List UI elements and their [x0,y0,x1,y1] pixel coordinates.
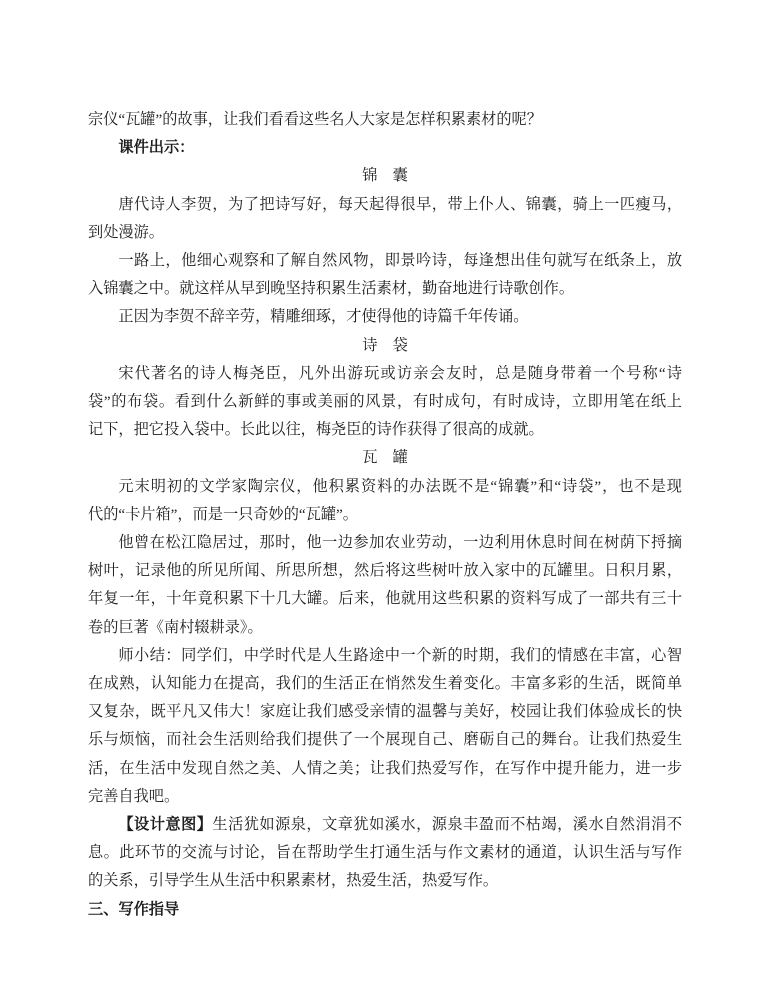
text-line: 乐与烦恼，而社会生活则给我们提供了一个展现自己、磨砺自己的舞台。让我们热爱生 [88,731,682,749]
text-line: 正因为李贺不辞辛劳，精雕细琢，才使得他的诗篇千年传诵。 [118,308,529,326]
section-heading-writing-guidance: 三、写作指导 [88,900,180,918]
text-line: 入锦囊之中。就这样从早到晚坚持积累生活素材，勤奋地进行诗歌创作。 [88,280,574,298]
heading-jin-nang: 锦 囊 [362,167,408,185]
text-line: 在成熟，认知能力在提高，我们的生活正在悄然发生着变化。丰富多彩的生活，既简单 [88,675,682,693]
text-line: 一路上，他细心观察和了解自然风物，即景吟诗，每逢想出佳句就写在纸条上，放 [118,252,682,270]
text-line: 息。此环节的交流与讨论，旨在帮助学生打通生活与作文素材的通道，认识生活与写作 [88,844,682,862]
courseware-display-label: 课件出示： [118,139,195,157]
bold-run: 【设计意图】 [118,816,213,834]
text-line: 树叶，记录他的所见所闻、所思所想，然后将这些树叶放入家中的瓦罐里。日积月累， [88,562,682,580]
text-line: 宋代著名的诗人梅尧臣，凡外出游玩或访亲会友时，总是随身带着一个号称“诗 [118,364,682,382]
text-line: 记下，把它投入袋中。长此以往，梅尧臣的诗作获得了很高的成就。 [88,421,544,439]
text-line: 唐代诗人李贺，为了把诗写好，每天起得很早，带上仆人、锦囊，骑上一匹瘦马， [118,195,682,213]
design-intent-line [88,811,682,839]
text-line: 活，在生活中发现自然之美、人情之美；让我们热爱写作，在写作中提升能力，进一步 [88,759,682,777]
text-line: 他曾在松江隐居过，那时，他一边参加农业劳动，一边利用休息时间在树荫下捋摘 [118,534,682,552]
text-run: 生活犹如源泉，文章犹如溪水，源泉丰盈而不枯竭，溪水自然涓涓不 [212,816,683,834]
text-line: 袋”的布袋。看到什么新鲜的事或美丽的风景，有时成句，有时成诗，立即用笔在纸上 [88,393,682,411]
text-line: 年复一年，十年竟积累下十几大罐。后来，他就用这些积累的资料写成了一部共有三十 [88,590,682,608]
text-line: 到处漫游。 [88,223,164,241]
text-line: 的关系，引导学生从生活中积累素材，热爱生活，热爱写作。 [88,872,499,890]
text-line: 师小结：同学们，中学时代是人生路途中一个新的时期，我们的情感在丰富，心智 [118,646,682,664]
heading-wa-guan: 瓦 罐 [362,449,408,467]
text-line: 卷的巨著《南村辍耕录》。 [88,618,263,636]
text-line: 宗仪“瓦罐”的故事，让我们看看这些名人大家是怎样积累素材的呢？ [88,111,542,128]
text-line: 完善自我吧。 [88,787,180,805]
document-body [88,106,682,924]
heading-shi-dai: 诗 袋 [362,336,408,354]
text-line: 元末明初的文学家陶宗仪，他积累资料的办法既不是“锦囊”和“诗袋”，也不是现 [118,477,682,495]
text-line: 代的“卡片箱”，而是一只奇妙的“瓦罐”。 [88,505,358,523]
text-line: 又复杂，既平凡又伟大！家庭让我们感受亲情的温馨与美好，校园让我们体验成长的快 [88,703,682,721]
